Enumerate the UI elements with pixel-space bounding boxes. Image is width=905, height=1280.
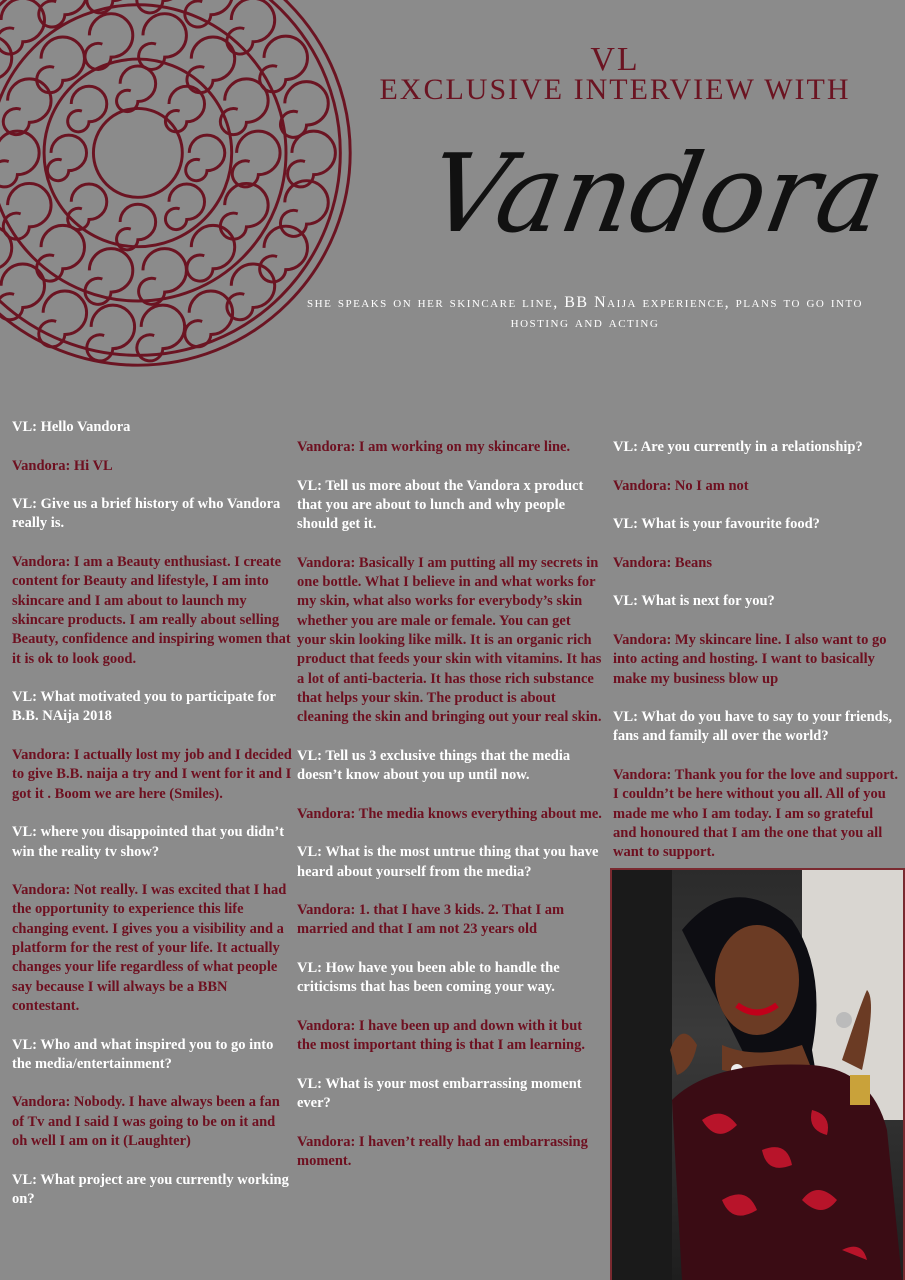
interview-answer: Vandora: The media knows everything about me. — [297, 805, 602, 822]
ornament-swirl — [37, 225, 85, 281]
interview-question: VL: What is your most embarrassing moment ever? — [297, 1075, 582, 1112]
interview-question: VL: What is the most untrue thing that you have heard about yourself from the media? — [297, 844, 599, 880]
interview-question: VL: Tell us 3 exclusive things that the media doesn’t know about you up until now. — [297, 747, 571, 784]
ornament-swirl — [0, 131, 39, 187]
interview-column-1 — [12, 418, 292, 1228]
ornament-swirl — [186, 135, 225, 181]
ornament-swirl — [187, 225, 235, 281]
ornament-swirl — [232, 131, 280, 187]
portrait-photo — [612, 870, 903, 1280]
mandala-ornament — [0, 0, 365, 395]
interview-answer: Vandora: Thank you for the love and support. I couldn’t be here without you all. All of you made me who I am today. I am so grateful and honoured that I am the one that you all want to support. — [613, 767, 898, 861]
ornament-swirl — [87, 305, 135, 361]
interview-answer: Vandora: I am a Beauty enthusiast. I create content for Beauty and lifestyle, I am into skincare and I am about to launch my skincare products. I am really about selling Beauty, confidence and inspiring women that it is ok to look good. — [12, 554, 291, 667]
interview-title: EXCLUSIVE INTERVIEW WITH — [379, 73, 851, 106]
interview-answer: Vandora: I am working on my skincare line. — [297, 439, 571, 455]
interview-question: VL: Who and what inspired you to go into the media/entertainment? — [12, 1036, 274, 1072]
interview-question: VL: Hello Vandora — [12, 419, 131, 435]
interview-question: VL: How have you been able to handle the criticisms that has been coming your way. — [297, 960, 560, 996]
ornament-swirl — [117, 204, 156, 250]
ornament-swirl — [280, 82, 328, 138]
ornament-swirl — [3, 79, 51, 135]
ornament-swirl — [139, 14, 187, 70]
interview-answer: Vandora: Basically I am putting all my secrets in one bottle. What I believe in and what works for my skin, what also works for everybody’s skin whether you are male or female. You can get your skin looking like milk. It is an organic rich product that feeds your skin with vitamins. It has a lot of anti-bacteria. It has those rich substance that helps your skin. The product is about cleaning the skin and bringing out your real skin. — [297, 554, 602, 726]
interview-answer: Vandora: Not really. I was excited that I had the opportunity to experience this life changing event. I gives you a visibility and a platform for the rest of your life. It actually changes your life regardless of what people say because I will always be a BBN contestant. — [12, 882, 287, 1014]
interview-answer: Vandora: I actually lost my job and I decided to give B.B. naija a try and I went for it and I got it . Boom we are here (Smiles). — [12, 747, 292, 802]
interview-answer: Vandora: 1. that I have 3 kids. 2. That I am married and that I am not 23 years old — [297, 902, 565, 938]
ornament-swirl — [280, 181, 328, 237]
interview-question: VL: What project are you currently working on? — [12, 1171, 289, 1207]
interview-question: VL: where you disappointed that you didn’t win the reality tv show? — [12, 824, 285, 860]
interview-answer: Vandora: Beans — [613, 554, 712, 571]
ornament-swirl — [288, 131, 336, 187]
interview-question: VL: Tell us more about the Vandora x product that you are about to lunch and why people should get it. — [297, 477, 584, 533]
interview-answer: Vandora: No I am not — [613, 477, 749, 494]
ornament-swirl — [47, 135, 86, 181]
ornament-swirl — [85, 249, 133, 305]
interviewee-name: Vandora — [419, 132, 894, 257]
interview-question: VL: What do you have to say to your friends, fans and family all over the world? — [613, 709, 893, 745]
kicker-vl: VL — [590, 41, 640, 78]
ornament-swirl — [227, 264, 275, 320]
interview-question: VL: What is next for you? — [613, 593, 775, 610]
ornament-swirl — [39, 0, 87, 27]
interview-question: VL: Are you currently in a relationship? — [613, 439, 863, 455]
ornament-swirl — [68, 86, 107, 132]
interview-answer: Vandora: I haven’t really had an embarrassing moment. — [297, 1133, 588, 1169]
interview-answer: Vandora: Hi VL — [12, 457, 113, 474]
interview-column-2 — [297, 438, 602, 1191]
ornament-swirl — [39, 291, 87, 347]
ornament-swirl — [117, 66, 156, 112]
interview-question: VL: Give us a brief history of who Vandora really is. — [12, 496, 281, 532]
interview-answer: Vandora: Nobody. I have always been a fan of Tv and I said I was going to be on it and oh well I am on it (Laughter) — [12, 1094, 280, 1149]
interview-answer: Vandora: I have been up and down with it but the most important thing is that I am learning. — [297, 1017, 585, 1054]
interview-column-3 — [613, 438, 898, 882]
interview-answer: Vandora: My skincare line. I also want to go into acting and hosting. I want to basically make my business blow up — [613, 631, 887, 687]
interview-question: VL: What is your favourite food? — [613, 516, 820, 533]
ornament-swirl — [185, 291, 233, 347]
interview-question: VL: What motivated you to participate for B.B. NAija 2018 — [12, 689, 276, 725]
tagline: she speaks on her skincare line, BB Naija experience, plans to go into hosting and acting — [307, 294, 863, 331]
portrait-illustration — [612, 870, 903, 1280]
